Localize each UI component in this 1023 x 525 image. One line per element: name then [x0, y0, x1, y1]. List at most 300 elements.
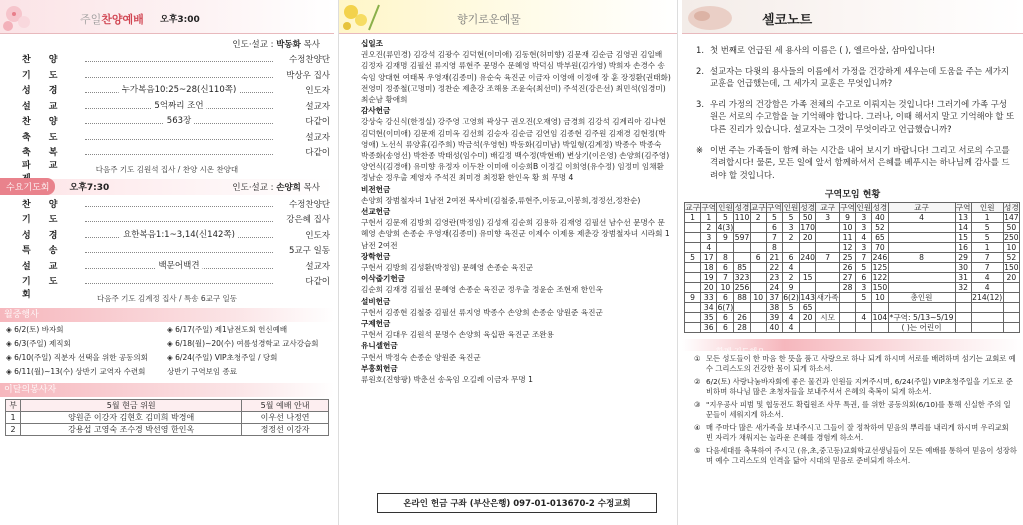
table-row	[685, 323, 1020, 333]
table-cell	[685, 323, 701, 333]
table-cell: 양원준 이강자 김현호 김미희 박경애	[21, 411, 242, 423]
table-row	[685, 233, 1020, 243]
event-item: ◈ 6/18(월)~20(수) 여름성경학교 교사강습회	[167, 338, 319, 348]
note-questions	[682, 34, 1023, 181]
order-dots	[85, 245, 273, 253]
event-item: ◈ 6/11(월)~13(수) 상반기 교역자 수련회	[6, 366, 146, 376]
cell-note-title: 셀코노트	[762, 13, 813, 28]
table-cell: 1	[971, 213, 1003, 223]
cell-note-column	[682, 0, 1023, 525]
group-header: 성경	[1004, 203, 1019, 213]
table-cell: 20	[701, 283, 717, 293]
order-who: 설교자	[305, 261, 330, 272]
order-who: 설교자	[305, 132, 330, 143]
table-cell	[888, 233, 955, 243]
table-cell: 25	[840, 253, 856, 263]
offering-title: 향기로운예물	[457, 13, 521, 26]
order-item: 성경	[22, 230, 76, 241]
order-who: 인도자	[305, 86, 330, 96]
table-cell	[888, 283, 955, 293]
table-cell	[685, 313, 701, 323]
table-cell: 4	[856, 313, 872, 323]
table-cell	[750, 313, 766, 323]
group-header: 인원	[971, 203, 1003, 213]
order-item: 축복파교	[22, 148, 76, 171]
prayer-list	[682, 351, 1023, 466]
table-cell	[888, 303, 955, 313]
table-cell	[955, 323, 971, 333]
table-cell	[816, 233, 840, 243]
table-cell: 125	[872, 263, 888, 273]
table-cell	[971, 313, 1003, 323]
table-cell: 2	[782, 273, 799, 283]
prayer-item	[694, 423, 1017, 443]
offering-column	[338, 0, 678, 525]
table-row	[6, 423, 329, 435]
table-cell	[872, 323, 888, 333]
worship-order-column	[0, 0, 334, 525]
group-header: 인원	[856, 203, 872, 213]
table-cell: 4	[856, 233, 872, 243]
note-text: 설교자는 다윗의 용사들의 이름에서 가정을 건강하게 세우는데 도움을 주는 세가지 교훈을 언급했는데, 그 세가지 교훈은 무엇입니까?	[710, 65, 1010, 89]
service-time: 오후3:00	[160, 15, 200, 25]
table-cell: 3	[782, 223, 799, 233]
group-header: 교구	[816, 203, 840, 213]
offering-names: 구현서 김문재 김방희 김영란(박정임) 김성재 김순희 김용하 김재영 김필선 남수선 문명수 문혜영 손양희 손종순 우영재(김종미) 유미향 육진군 이제수 이제용 제춘강 장범철자녀 시라회 1남전 2여전	[361, 218, 670, 250]
order-row	[0, 68, 334, 84]
table-row	[685, 303, 1020, 313]
table-cell: 5	[717, 213, 734, 223]
order-row	[0, 228, 334, 244]
table-cell	[856, 303, 872, 313]
table-cell: 15	[800, 273, 816, 283]
table-cell: 17	[701, 253, 717, 263]
service-title: 찬양예배	[101, 13, 144, 26]
table-cell: 14	[955, 223, 971, 233]
order-dots	[85, 230, 273, 238]
table-cell: 65	[872, 233, 888, 243]
table-cell: ( )는 어린이	[888, 323, 955, 333]
order-item: 축도	[22, 132, 76, 143]
note-number: 2.	[696, 65, 704, 76]
offering-header	[339, 0, 677, 34]
table-cell: 7	[816, 253, 840, 263]
table-cell	[816, 283, 840, 293]
offering-heading: 비전헌금	[361, 184, 391, 194]
order-who: 수정찬양단	[288, 199, 330, 210]
table-cell: 15	[955, 233, 971, 243]
note-number: ※	[696, 144, 704, 155]
sunday-worship-header	[0, 0, 334, 34]
table-cell	[955, 313, 971, 323]
prayer-text: 모든 성도들이 한 마음 한 뜻을 품고 사랑으로 하나 되게 하시며 서로를 배려하며 섬기는 교회로 예수 그리스도의 건강한 몸이 되게 하소서.	[706, 354, 1016, 374]
group-header: 인원	[718, 203, 733, 213]
event-item: ◈ 6/17(주일) 제1남전도회 헌신예배	[167, 324, 288, 334]
note-number: 3.	[696, 98, 704, 109]
table-cell: 6	[856, 273, 872, 283]
table-cell: 4	[782, 263, 799, 273]
table-cell: 4	[971, 273, 1003, 283]
order-row	[0, 114, 334, 130]
table-cell: 2	[782, 233, 799, 243]
table-cell: 88	[734, 293, 750, 303]
table-cell: 7	[717, 273, 734, 283]
table-cell	[750, 273, 766, 283]
wed-leader: 손양희	[276, 182, 301, 193]
table-cell: 10	[1003, 243, 1019, 253]
order-row	[0, 52, 334, 68]
table-cell: 16	[955, 243, 971, 253]
table-cell: 3	[856, 283, 872, 293]
table-cell	[685, 223, 701, 233]
order-who: 인도자	[305, 230, 330, 241]
table-row	[685, 263, 1020, 273]
table-cell	[800, 263, 816, 273]
order-item: 성경	[22, 86, 76, 96]
table-cell: 23	[766, 273, 782, 283]
order-detail: 백문어백견	[155, 259, 202, 271]
group-header: 성경	[872, 203, 888, 213]
table-cell: 20	[800, 313, 816, 323]
table-cell: 27	[840, 273, 856, 283]
table-cell: 323	[734, 273, 750, 283]
prayer-number: ⑤	[694, 446, 701, 456]
offering-section	[339, 251, 677, 273]
order-dots	[85, 276, 273, 284]
table-cell: 170	[800, 223, 815, 233]
events-list	[0, 322, 334, 379]
table-cell: 38	[766, 303, 782, 313]
table-cell: 597	[734, 233, 750, 243]
table-cell: 150	[872, 283, 888, 293]
table-cell: 6	[750, 253, 766, 263]
table-cell: 52	[872, 223, 888, 233]
table-cell: 4	[888, 213, 955, 223]
table-cell	[840, 293, 856, 303]
table-cell	[750, 233, 766, 243]
order-who: 다같이	[305, 277, 330, 287]
table-cell	[750, 223, 766, 233]
group-header: 구역	[840, 203, 855, 213]
table-cell	[750, 283, 766, 293]
table-cell: 246	[872, 253, 888, 263]
table-cell: 9	[840, 213, 856, 223]
table-cell: 37	[766, 293, 782, 303]
offering-section	[339, 273, 677, 295]
offering-section	[339, 296, 677, 318]
table-cell: 2	[701, 223, 717, 233]
service-prefix: 주일	[80, 13, 102, 26]
table-cell	[816, 273, 840, 283]
table-cell: 총인원	[888, 293, 955, 303]
offering-section	[339, 340, 677, 362]
table-cell	[685, 283, 701, 293]
table-cell	[734, 243, 750, 253]
table-cell	[734, 253, 750, 263]
table-cell	[816, 323, 840, 333]
offering-section	[339, 363, 677, 385]
sunday-next-note: 다음주 기도 김원석 집사 / 찬양 시온 찬양대	[95, 164, 239, 174]
table-cell	[685, 303, 701, 313]
table-cell	[840, 303, 856, 313]
table-cell	[1003, 293, 1019, 303]
table-cell	[685, 263, 701, 273]
table-cell: 33	[701, 293, 717, 303]
table-cell: 28	[734, 323, 750, 333]
order-row	[0, 130, 334, 146]
order-dots	[85, 199, 273, 207]
order-who: 다같이	[305, 117, 330, 127]
offering-names: 구현서 김방희 김성환(박정임) 문혜영 손종순 육진군	[361, 263, 534, 273]
offering-names: 강상숙 강신식(한정실) 강주영 고영희 곽상구 권오진(오재영) 금경희 김강석 김계리아 김나현 김덕현(이미애) 김문재 김미옥 김선희 김승자 김순금 김연임 김종현 김주원 김재경 김현정(박영애) 노선식 류양휴(김주희) 박금석(우영현) 박동화(김미남) 박일형(김계정) 박종수 박종숙 박종화(송영선) 박찬종 박태성(임수미) 배길정 백수정(박현배) 변상기(이은영) 손양희(김주영) 양연식(김경애) 유미향 유정자 이두찬 이미애 이승희B 이정길 이희영(유수정) 임정미 임채환 정남순 정우출 제영자 주석진 최미경 최정환 한인옥 황 희 무명 4	[361, 117, 670, 183]
table-row	[685, 213, 1020, 223]
table-cell: 3	[856, 213, 872, 223]
table-cell: 34	[701, 303, 717, 313]
order-detail: 563장	[164, 114, 194, 126]
table-cell	[856, 323, 872, 333]
table-cell	[872, 303, 888, 313]
table-cell: 4	[701, 243, 717, 253]
order-who: 강은혜 집사	[286, 215, 330, 225]
note-text: 이번 주는 가족들이 함께 하는 시간을 내어 보시기 바랍니다! 그리고 서로의 수고를 격려합시다! 물론, 모든 일에 앞서 함께하셔서 은혜를 베푸시는 하나님께 감사를 드려야 할 것입니다.	[710, 144, 1010, 180]
table-cell: 6	[717, 263, 734, 273]
table-cell: 3	[701, 233, 717, 243]
order-dots	[85, 85, 273, 93]
table-cell: 7	[971, 263, 1003, 273]
table-row	[685, 293, 1020, 303]
table-cell: 50	[800, 213, 816, 223]
order-who: 수정찬양단	[288, 55, 330, 65]
order-item: 기도	[22, 70, 76, 81]
order-who: 5교구 일동	[289, 246, 330, 256]
table-row	[685, 253, 1020, 263]
order-item: 찬양	[22, 199, 76, 210]
offering-names: 류원호(진향팡) 박춘선 송옥임 오길례 이금자 무명 1	[361, 375, 533, 385]
table-cell: 39	[766, 313, 782, 323]
table-cell: 26	[840, 263, 856, 273]
order-item: 찬양	[22, 117, 76, 127]
offering-section	[339, 318, 677, 340]
table-cell: 12	[840, 243, 856, 253]
table-cell: 70	[872, 243, 888, 253]
table-cell: 19	[701, 273, 717, 283]
leader-line: 인도·설교 : 박동화 목사	[232, 40, 320, 50]
order-item: 설교	[22, 101, 76, 112]
offering-heading: 구제헌금	[361, 319, 391, 329]
table-cell	[971, 303, 1003, 313]
table-cell: 4	[782, 323, 799, 333]
offering-names: 구현서 박정숙 손종순 양원준 육진군	[361, 352, 481, 362]
table-cell	[750, 323, 766, 333]
order-dots	[85, 132, 273, 140]
group-header: 교구	[685, 203, 700, 213]
table-cell: 147	[1004, 213, 1019, 223]
table-cell: 20	[800, 233, 816, 243]
order-row	[0, 197, 334, 213]
table-cell: 143	[800, 293, 815, 303]
offering-heading: 이삭줍기헌금	[361, 274, 406, 284]
volunteer-table: 부 5월 현금 위원 5월 예배 안내 1 양원준 이강자 김현호 김미희 박경애 이우선 나정연 2 강용섭 고영숙 조수경 박선영 한인옥 정정선 이강자	[5, 399, 329, 436]
offering-list	[339, 34, 677, 385]
table-cell	[717, 243, 734, 253]
group-header: 구역	[767, 203, 782, 213]
group-header: 교구	[888, 203, 955, 213]
table-cell: 5	[685, 253, 701, 263]
table-cell: 32	[955, 283, 971, 293]
yellow-flower-icon	[339, 0, 399, 34]
table-cell	[1003, 283, 1019, 293]
table-cell: 6	[717, 313, 734, 323]
cell-note-header	[682, 0, 1023, 34]
table-cell: 52	[1003, 253, 1019, 263]
table-cell: 18	[701, 263, 717, 273]
table-cell: 110	[734, 213, 750, 223]
table-cell: 104	[872, 313, 888, 323]
table-cell	[800, 323, 816, 333]
table-cell: 214(12)	[972, 293, 1003, 303]
note-item	[696, 65, 1015, 90]
table-cell: 29	[955, 253, 971, 263]
table-cell: 5	[766, 213, 782, 223]
online-account: 온라인 헌금 구좌 (부산은행) 097-01-013670-2 수정교회	[377, 493, 657, 513]
table-cell: 6(2)	[783, 293, 799, 303]
event-item: ◈ 6/3(주일) 제직회	[6, 338, 71, 348]
table-cell: 40	[872, 213, 888, 223]
table-cell: 4	[971, 283, 1003, 293]
table-cell: 4	[782, 313, 799, 323]
table-row	[6, 411, 329, 423]
table-cell: 150	[1004, 263, 1019, 273]
group-header: 구역	[701, 203, 717, 213]
order-dots	[85, 116, 273, 124]
table-cell: 10	[717, 283, 734, 293]
table-cell	[734, 303, 750, 313]
order-dots	[85, 70, 273, 78]
group-header: 성경	[800, 203, 815, 213]
order-item: 기도	[22, 215, 76, 225]
table-cell: 36	[701, 323, 717, 333]
order-dots	[85, 214, 273, 222]
offering-heading: 십일조	[361, 39, 384, 48]
table-cell	[750, 263, 766, 273]
order-dots	[85, 54, 273, 62]
table-cell: 35	[701, 313, 717, 323]
order-row	[0, 99, 334, 115]
table-cell: 이우선 나정연	[242, 411, 329, 423]
order-dots	[85, 261, 273, 269]
offering-names: 김순희 김재경 김필선 문혜영 손종순 육진군 정우출 정윤순 조현재 한인옥	[361, 285, 603, 295]
table-cell	[782, 243, 799, 253]
table-cell	[888, 243, 955, 253]
prayer-text: "지우공사 피범 및 협동전도 확립원조 사무 특권, 를 위한 공동의회(6/10)를 통해 신실한 주의 일꾼들이 세워지게 하소서.	[706, 400, 1011, 420]
table-cell	[685, 273, 701, 283]
table-cell: 5	[971, 223, 1003, 233]
table-cell: 6	[766, 223, 782, 233]
offering-heading: 선교헌금	[361, 207, 391, 217]
order-who: 설교자	[305, 101, 330, 112]
table-cell	[800, 283, 816, 293]
order-row	[0, 259, 334, 275]
table-cell: 1	[701, 213, 717, 223]
table-cell: 9	[717, 233, 734, 243]
pray-title: 함께 기도해요	[716, 347, 765, 357]
group-status-table	[684, 202, 1020, 333]
offering-heading: 장학헌금	[361, 251, 391, 261]
event-item: ◈ 6/2(토) 바자회	[6, 324, 64, 334]
table-cell: 26	[734, 313, 750, 323]
events-title: 월중행사	[0, 308, 334, 322]
group-header: 인원	[783, 203, 799, 213]
table-cell: 2	[6, 423, 21, 435]
table-row	[685, 273, 1020, 283]
group-header: 구역	[955, 203, 971, 213]
table-cell: 정정선 이강자	[242, 423, 329, 435]
table-cell: 122	[872, 273, 888, 283]
table-cell	[750, 243, 766, 253]
table-cell: 1	[971, 243, 1003, 253]
table-cell	[840, 323, 856, 333]
prayer-item	[694, 377, 1017, 397]
wed-time: 오후7:30	[69, 183, 110, 193]
table-cell: 30	[955, 263, 971, 273]
table-cell: 새가족	[816, 293, 839, 303]
table-cell: 65	[800, 303, 816, 313]
table-cell: 5	[856, 293, 872, 303]
table-cell: 22	[766, 263, 782, 273]
table-cell: 5	[856, 263, 872, 273]
table-cell	[734, 223, 750, 233]
table-cell	[800, 243, 816, 253]
prayer-text: 매 주마다 많은 새가족을 보내주시고 그들이 잘 정착하여 믿음의 뿌리를 내리게 하시며 우리교회 빈 자리가 채워지는 놀라운 은혜를 경험케 하소서.	[706, 423, 1009, 443]
event-item: ◈ 6/10(주일) 직분자 선택을 위한 공동의회	[6, 352, 148, 362]
order-dots	[85, 147, 273, 155]
table-cell: 5	[782, 213, 799, 223]
table-cell: 31	[955, 273, 971, 283]
offering-section	[339, 38, 677, 105]
table-cell	[840, 313, 856, 323]
group-title: 구역모임 현황	[824, 190, 881, 201]
prayer-number: ④	[694, 423, 701, 433]
offering-names: 구현서 김대우 김원석 문명수 손양희 육십판 육진군 조완용	[361, 330, 554, 340]
offering-section	[339, 105, 677, 183]
note-item	[696, 44, 1015, 57]
table-cell	[816, 243, 840, 253]
table-cell	[750, 303, 766, 313]
table-cell: 10	[872, 293, 888, 303]
table-cell	[888, 273, 955, 283]
wed-label: 수요기도회	[0, 178, 55, 195]
table-cell	[816, 223, 840, 233]
table-cell	[955, 293, 971, 303]
flower-decoration-icon	[0, 0, 60, 34]
table-cell: 6	[717, 293, 734, 303]
order-row	[0, 83, 334, 99]
offering-section	[339, 184, 677, 206]
table-cell: 8	[888, 253, 955, 263]
table-cell	[1003, 313, 1019, 323]
table-cell: 3	[816, 213, 840, 223]
prayer-item	[694, 354, 1017, 374]
offering-heading: 유니셀헌금	[361, 341, 398, 351]
order-who: 다같이	[305, 148, 330, 158]
order-item: 설교	[22, 261, 76, 272]
table-cell: 28	[840, 283, 856, 293]
table-row	[685, 223, 1020, 233]
prayer-text: 다음세대를 축복하여 주시고 (유,초,중고등)교회학교선생님들이 모든 예배를 통하여 믿음이 성장하며 예수 그리스도의 인격을 닮아 시대의 믿음로 준비되게 하소서.	[706, 446, 1017, 466]
order-detail: 요한복음1:1~3,14(신142쪽)	[120, 228, 238, 240]
table-cell: 21	[766, 253, 782, 263]
table-cell	[888, 223, 955, 233]
